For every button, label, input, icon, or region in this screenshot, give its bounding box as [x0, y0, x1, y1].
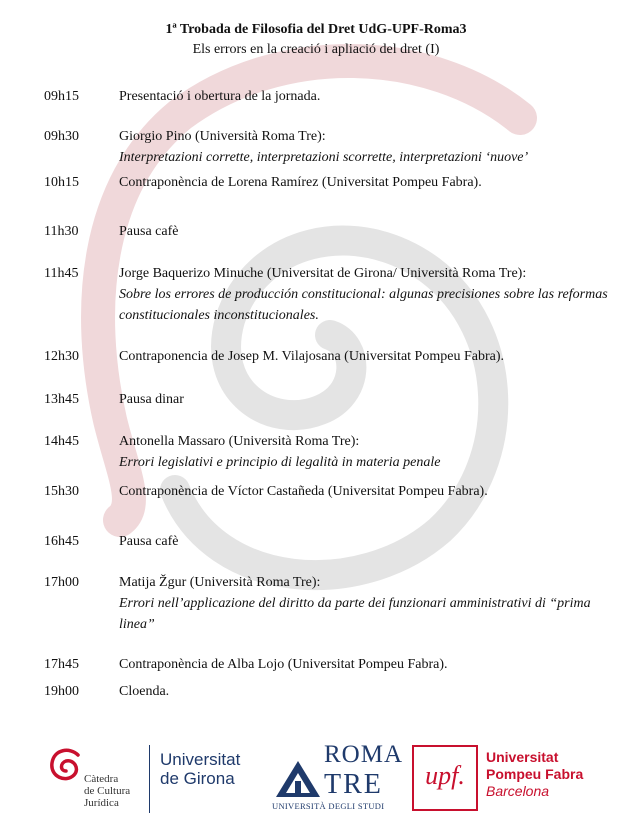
- schedule-title: Matija Žgur (Università Roma Tre):: [119, 575, 321, 590]
- udg-line2: de Girona: [160, 769, 235, 788]
- upf-line2: Pompeu Fabra: [486, 766, 584, 782]
- roma-word: ROMA: [324, 741, 404, 768]
- schedule-time: 12h30: [44, 349, 79, 364]
- schedule-title: Pausa cafè: [119, 224, 179, 239]
- ccj-line1: Càtedra: [84, 773, 119, 785]
- schedule-title: Presentació i obertura de la jornada.: [119, 89, 321, 104]
- spiral-icon: [48, 745, 84, 789]
- upf-mark: upf.: [425, 761, 465, 790]
- schedule-talk: Errori legislativi e principio di legalità in materia penale: [119, 455, 441, 470]
- schedule-title: Cloenda.: [119, 684, 170, 699]
- schedule-title: Contraponencia de Josep M. Vilajosana (Universitat Pompeu Fabra).: [119, 349, 504, 364]
- schedule-time: 09h15: [44, 89, 79, 104]
- tre-word: TRE: [324, 769, 383, 800]
- schedule-title: Jorge Baquerizo Minuche (Universitat de Girona/ Università Roma Tre):: [119, 266, 527, 281]
- roma-tre-logo: [272, 741, 402, 819]
- ccj-line2: de Cultura: [84, 785, 131, 797]
- udg-line1: Universitat: [160, 750, 241, 769]
- logo-divider: [149, 745, 150, 813]
- schedule-time: 16h45: [44, 534, 79, 549]
- roma-tre-emblem-icon: [274, 759, 322, 799]
- schedule-time: 13h45: [44, 392, 79, 407]
- schedule-time: 19h00: [44, 684, 79, 699]
- schedule-time: 17h45: [44, 657, 79, 672]
- schedule-talk: Interpretazioni corrette, interpretazioni scorrette, interpretazioni ‘nuove’: [119, 150, 529, 165]
- schedule-title: Contraponència de Víctor Castañeda (Universitat Pompeu Fabra).: [119, 484, 488, 499]
- schedule-title: Contraponència de Lorena Ramírez (Universitat Pompeu Fabra).: [119, 175, 482, 190]
- schedule-title: Pausa cafè: [119, 534, 179, 549]
- upf-logo-box: [412, 745, 478, 811]
- ccj-line3: Jurídica: [84, 797, 119, 809]
- schedule-time: 15h30: [44, 484, 79, 499]
- schedule-time: 10h15: [44, 175, 79, 190]
- page-title: 1ª Trobada de Filosofia del Dret UdG-UPF-Roma3: [165, 22, 467, 37]
- page-subtitle: Els errors en la creació i apliació del dret (I): [192, 42, 440, 57]
- schedule-time: 17h00: [44, 575, 79, 590]
- upf-line1: Universitat: [486, 749, 559, 765]
- schedule-time: 09h30: [44, 129, 79, 144]
- upf-line3: Barcelona: [486, 783, 550, 799]
- schedule-title: Contraponència de Alba Lojo (Universitat Pompeu Fabra).: [119, 657, 448, 672]
- catedra-cultura-juridica-logo: [48, 745, 140, 815]
- schedule-title: Antonella Massaro (Università Roma Tre):: [119, 434, 360, 449]
- schedule-time: 11h30: [44, 224, 79, 239]
- schedule-talk: Errori nell’applicazione del diritto da parte dei funzionari amministrativi di “prima linea”: [119, 596, 591, 632]
- roma-university-caption: UNIVERSITÀ DEGLI STUDI: [272, 801, 385, 811]
- schedule-time: 11h45: [44, 266, 79, 281]
- schedule-talk: Sobre los errores de producción constitucional: algunas precisiones sobre las reformas constitucionales inconstitucionales.: [119, 287, 608, 323]
- schedule-title: Giorgio Pino (Università Roma Tre):: [119, 129, 326, 144]
- universitat-girona-logo: [160, 750, 240, 788]
- upf-name: [486, 749, 583, 800]
- schedule-title: Pausa dinar: [119, 392, 184, 407]
- sponsor-logos: [0, 735, 632, 825]
- schedule-time: 14h45: [44, 434, 79, 449]
